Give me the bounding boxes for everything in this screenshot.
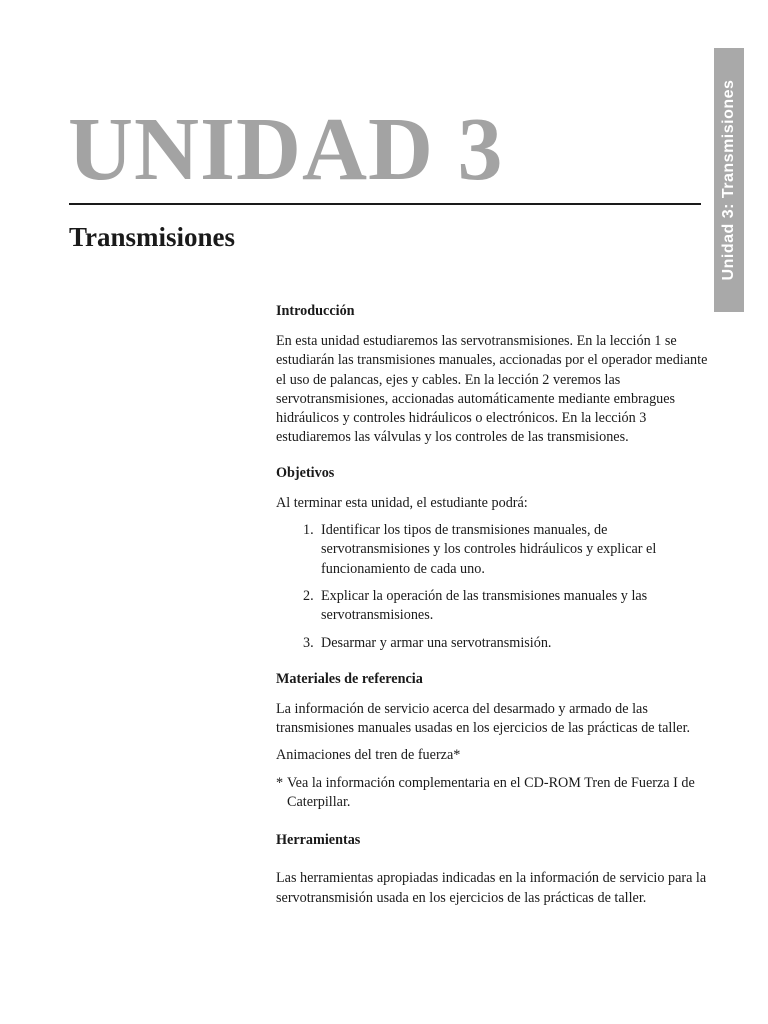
footnote bbox=[276, 774, 716, 813]
section-spacer bbox=[276, 861, 716, 869]
footnote-mark: * bbox=[276, 774, 284, 791]
list-item bbox=[276, 521, 716, 579]
unit-title: UNIDAD 3 bbox=[68, 100, 504, 199]
animations-line: Animaciones del tren de fuerza* bbox=[276, 747, 461, 764]
unit-subtitle: Transmisiones bbox=[69, 222, 236, 252]
side-chapter-tab bbox=[714, 48, 744, 312]
title-divider bbox=[69, 203, 701, 205]
objectives-lead: Al terminar esta unidad, el estudiante podrá: bbox=[276, 494, 528, 511]
section-objetivos bbox=[276, 464, 716, 653]
list-item-text: Desarmar y armar una servotransmisión. bbox=[321, 634, 552, 651]
section-introduccion bbox=[276, 302, 716, 448]
section-herramientas bbox=[276, 831, 716, 908]
section-heading: Objetivos bbox=[276, 464, 335, 481]
intro-paragraph: En esta unidad estudiaremos las servotransmisiones. En la lección 1 se estudiarán las transmisiones manuales, accionadas por el operador mediante el uso de palancas, ejes y cables. En la lección 2 veremos las servotransmisiones, accionadas automáticamente mediante embragues hidráulicos y controles hidráulicos o electrónicos. En la lección 3 estudiaremos las válvulas y los controles de las transmisiones. bbox=[276, 333, 708, 446]
list-item-text: Identificar los tipos de transmisiones manuales, de servotransmisiones y los controles hidráulicos y explicar el funcionamiento de cada uno. bbox=[321, 522, 657, 577]
list-item-text: Explicar la operación de las transmisiones manuales y las servotransmisiones. bbox=[321, 587, 648, 624]
section-materiales bbox=[276, 670, 716, 812]
section-heading: Introducción bbox=[276, 303, 355, 319]
objectives-list bbox=[276, 521, 716, 653]
tools-paragraph: Las herramientas apropiadas indicadas en la información de servicio para la servotransmisión usada en los ejercicios de las prácticas de taller. bbox=[276, 870, 707, 906]
materials-paragraph: La información de servicio acerca del desarmado y armado de las transmisiones manuales usadas en los ejercicios de las prácticas de taller. bbox=[276, 700, 691, 737]
section-heading: Herramientas bbox=[276, 832, 361, 849]
side-tab-label: Unidad 3: Transmisiones bbox=[720, 79, 737, 281]
list-item-number: 3. bbox=[303, 634, 314, 651]
unit-content bbox=[276, 302, 716, 924]
list-item-number: 2. bbox=[303, 587, 314, 604]
list-item-number: 1. bbox=[303, 522, 314, 539]
section-heading: Materiales de referencia bbox=[276, 670, 423, 687]
footnote-text: Vea la información complementaria en el CD-ROM Tren de Fuerza I de Caterpillar. bbox=[287, 774, 695, 811]
list-item bbox=[276, 587, 716, 626]
list-item bbox=[276, 634, 716, 653]
